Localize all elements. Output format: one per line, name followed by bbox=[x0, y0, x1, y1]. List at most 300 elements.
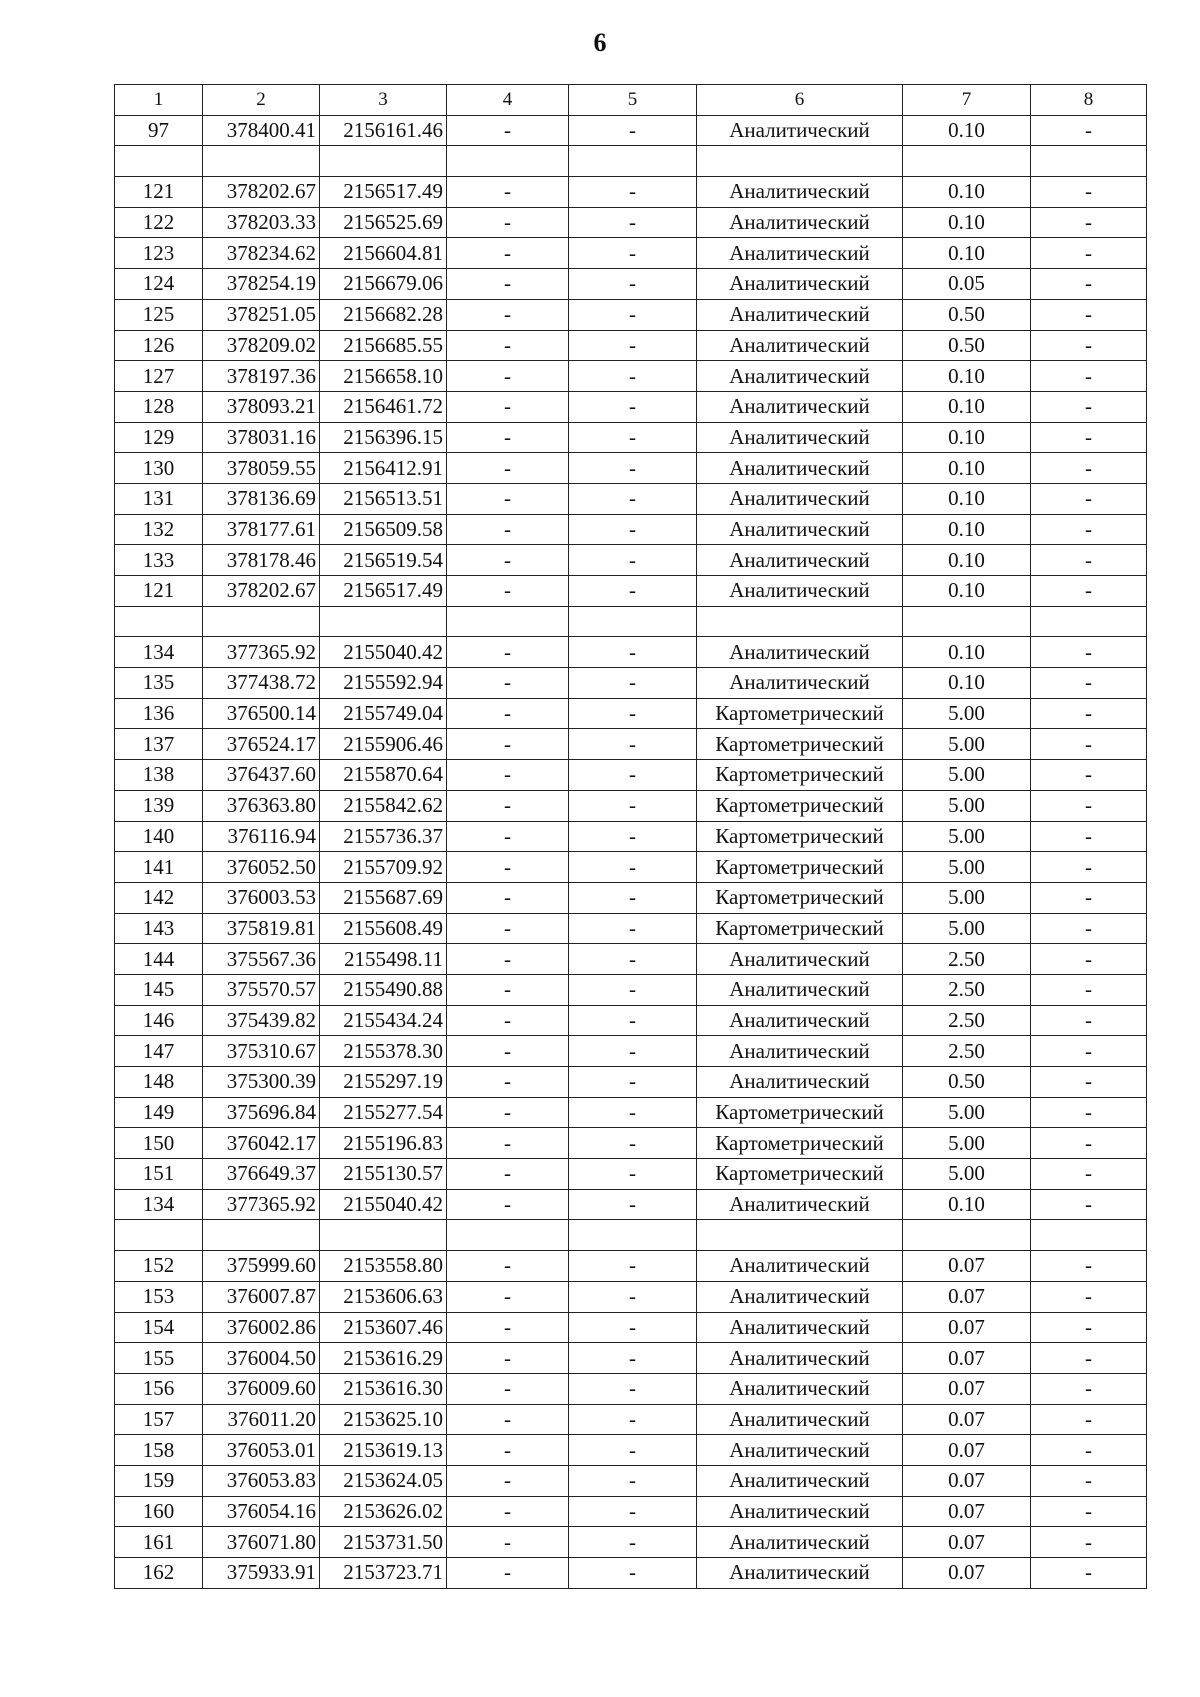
cell-col-4: - bbox=[447, 974, 569, 1005]
cell-x-coordinate: 376003.53 bbox=[203, 882, 320, 913]
cell-point-number: 154 bbox=[115, 1312, 203, 1343]
cell-col-8: - bbox=[1031, 1005, 1147, 1036]
cell-col-4: - bbox=[447, 1251, 569, 1282]
cell-col-8: - bbox=[1031, 852, 1147, 883]
cell-col-4: - bbox=[447, 882, 569, 913]
cell-col-4: - bbox=[447, 330, 569, 361]
cell-y-coordinate: 2153558.80 bbox=[320, 1251, 447, 1282]
cell-accuracy: 0.07 bbox=[903, 1343, 1031, 1374]
cell-method: Аналитический bbox=[697, 330, 903, 361]
cell-x-coordinate: 376042.17 bbox=[203, 1128, 320, 1159]
cell-accuracy: 0.50 bbox=[903, 1067, 1031, 1098]
cell-point-number: 125 bbox=[115, 299, 203, 330]
cell-col-4: - bbox=[447, 422, 569, 453]
cell-accuracy: 5.00 bbox=[903, 1159, 1031, 1190]
cell-col-8: - bbox=[1031, 1036, 1147, 1067]
cell-y-coordinate: 2156682.28 bbox=[320, 299, 447, 330]
cell-col-5: - bbox=[569, 913, 697, 944]
cell-col-5: - bbox=[569, 207, 697, 238]
cell-method: Аналитический bbox=[697, 1189, 903, 1220]
cell-x-coordinate bbox=[203, 1220, 320, 1251]
cell-method: Картометрический bbox=[697, 1097, 903, 1128]
cell-col-4: - bbox=[447, 1404, 569, 1435]
table-row bbox=[115, 1496, 1147, 1527]
table-row bbox=[115, 1128, 1147, 1159]
cell-col-5: - bbox=[569, 1128, 697, 1159]
cell-y-coordinate: 2156517.49 bbox=[320, 576, 447, 607]
cell-col-4: - bbox=[447, 637, 569, 668]
cell-x-coordinate: 376002.86 bbox=[203, 1312, 320, 1343]
cell-y-coordinate bbox=[320, 606, 447, 637]
cell-col-5 bbox=[569, 606, 697, 637]
cell-col-5: - bbox=[569, 576, 697, 607]
cell-x-coordinate: 376053.01 bbox=[203, 1435, 320, 1466]
cell-method: Аналитический bbox=[697, 1404, 903, 1435]
cell-accuracy: 0.10 bbox=[903, 1189, 1031, 1220]
table-row bbox=[115, 1558, 1147, 1589]
table-row bbox=[115, 1373, 1147, 1404]
cell-point-number: 132 bbox=[115, 514, 203, 545]
cell-point-number: 150 bbox=[115, 1128, 203, 1159]
cell-col-4: - bbox=[447, 760, 569, 791]
cell-accuracy: 0.07 bbox=[903, 1527, 1031, 1558]
table-row bbox=[115, 1189, 1147, 1220]
cell-y-coordinate: 2156461.72 bbox=[320, 391, 447, 422]
column-header: 5 bbox=[569, 85, 697, 116]
column-header: 8 bbox=[1031, 85, 1147, 116]
cell-x-coordinate: 376500.14 bbox=[203, 698, 320, 729]
cell-point-number: 128 bbox=[115, 391, 203, 422]
cell-y-coordinate: 2155498.11 bbox=[320, 944, 447, 975]
cell-col-4: - bbox=[447, 1435, 569, 1466]
cell-col-8: - bbox=[1031, 760, 1147, 791]
cell-y-coordinate: 2156517.49 bbox=[320, 177, 447, 208]
cell-x-coordinate bbox=[203, 146, 320, 177]
cell-y-coordinate: 2155490.88 bbox=[320, 974, 447, 1005]
cell-accuracy: 5.00 bbox=[903, 1128, 1031, 1159]
cell-col-8: - bbox=[1031, 576, 1147, 607]
cell-x-coordinate: 378177.61 bbox=[203, 514, 320, 545]
cell-method: Картометрический bbox=[697, 852, 903, 883]
cell-col-5: - bbox=[569, 944, 697, 975]
cell-x-coordinate: 377438.72 bbox=[203, 668, 320, 699]
cell-x-coordinate: 375933.91 bbox=[203, 1558, 320, 1589]
cell-col-5: - bbox=[569, 177, 697, 208]
cell-col-4: - bbox=[447, 1496, 569, 1527]
cell-col-5: - bbox=[569, 1312, 697, 1343]
cell-col-5: - bbox=[569, 974, 697, 1005]
cell-y-coordinate: 2155130.57 bbox=[320, 1159, 447, 1190]
table-row bbox=[115, 1005, 1147, 1036]
table-row bbox=[115, 729, 1147, 760]
cell-point-number: 157 bbox=[115, 1404, 203, 1435]
cell-point-number: 138 bbox=[115, 760, 203, 791]
cell-col-4: - bbox=[447, 729, 569, 760]
cell-method: Картометрический bbox=[697, 729, 903, 760]
cell-method: Картометрический bbox=[697, 698, 903, 729]
table-row bbox=[115, 882, 1147, 913]
table-row bbox=[115, 177, 1147, 208]
cell-x-coordinate: 376071.80 bbox=[203, 1527, 320, 1558]
cell-accuracy: 0.10 bbox=[903, 391, 1031, 422]
cell-col-4: - bbox=[447, 483, 569, 514]
cell-y-coordinate: 2155297.19 bbox=[320, 1067, 447, 1098]
cell-accuracy: 0.05 bbox=[903, 269, 1031, 300]
table-row bbox=[115, 330, 1147, 361]
table-row bbox=[115, 391, 1147, 422]
cell-method: Аналитический bbox=[697, 238, 903, 269]
cell-col-5: - bbox=[569, 1281, 697, 1312]
cell-x-coordinate: 377365.92 bbox=[203, 637, 320, 668]
cell-method: Аналитический bbox=[697, 1527, 903, 1558]
cell-y-coordinate: 2153624.05 bbox=[320, 1465, 447, 1496]
cell-accuracy: 5.00 bbox=[903, 821, 1031, 852]
cell-col-4: - bbox=[447, 177, 569, 208]
cell-x-coordinate: 378093.21 bbox=[203, 391, 320, 422]
cell-point-number: 141 bbox=[115, 852, 203, 883]
cell-y-coordinate: 2153607.46 bbox=[320, 1312, 447, 1343]
cell-point-number: 155 bbox=[115, 1343, 203, 1374]
cell-col-4: - bbox=[447, 1558, 569, 1589]
column-header: 4 bbox=[447, 85, 569, 116]
cell-accuracy: 0.10 bbox=[903, 576, 1031, 607]
cell-col-4: - bbox=[447, 1343, 569, 1374]
cell-col-5: - bbox=[569, 238, 697, 269]
cell-x-coordinate: 376004.50 bbox=[203, 1343, 320, 1374]
cell-col-5: - bbox=[569, 729, 697, 760]
cell-y-coordinate: 2153619.13 bbox=[320, 1435, 447, 1466]
cell-method: Картометрический bbox=[697, 882, 903, 913]
cell-method bbox=[697, 146, 903, 177]
cell-col-8: - bbox=[1031, 1097, 1147, 1128]
cell-accuracy: 0.10 bbox=[903, 453, 1031, 484]
cell-method: Аналитический bbox=[697, 1435, 903, 1466]
cell-point-number: 136 bbox=[115, 698, 203, 729]
cell-method: Аналитический bbox=[697, 637, 903, 668]
table-row bbox=[115, 422, 1147, 453]
cell-col-5: - bbox=[569, 422, 697, 453]
cell-col-5: - bbox=[569, 483, 697, 514]
cell-accuracy: 0.10 bbox=[903, 361, 1031, 392]
table-row bbox=[115, 852, 1147, 883]
cell-col-5: - bbox=[569, 1005, 697, 1036]
table-row bbox=[115, 606, 1147, 637]
cell-x-coordinate: 377365.92 bbox=[203, 1189, 320, 1220]
cell-col-5: - bbox=[569, 852, 697, 883]
cell-point-number: 140 bbox=[115, 821, 203, 852]
table-row bbox=[115, 545, 1147, 576]
cell-point-number: 159 bbox=[115, 1465, 203, 1496]
cell-accuracy: 5.00 bbox=[903, 698, 1031, 729]
cell-col-5: - bbox=[569, 299, 697, 330]
cell-method bbox=[697, 606, 903, 637]
cell-col-5: - bbox=[569, 1189, 697, 1220]
cell-col-5: - bbox=[569, 1067, 697, 1098]
cell-x-coordinate: 378234.62 bbox=[203, 238, 320, 269]
cell-col-8: - bbox=[1031, 944, 1147, 975]
cell-y-coordinate bbox=[320, 146, 447, 177]
cell-y-coordinate: 2156161.46 bbox=[320, 115, 447, 146]
cell-col-8: - bbox=[1031, 453, 1147, 484]
cell-point-number: 143 bbox=[115, 913, 203, 944]
cell-col-8: - bbox=[1031, 698, 1147, 729]
cell-method: Картометрический bbox=[697, 821, 903, 852]
cell-col-5: - bbox=[569, 391, 697, 422]
cell-col-4: - bbox=[447, 852, 569, 883]
cell-col-8: - bbox=[1031, 299, 1147, 330]
cell-method: Аналитический bbox=[697, 1281, 903, 1312]
cell-col-8 bbox=[1031, 146, 1147, 177]
cell-col-5: - bbox=[569, 514, 697, 545]
cell-point-number: 145 bbox=[115, 974, 203, 1005]
cell-x-coordinate: 376363.80 bbox=[203, 790, 320, 821]
cell-col-5: - bbox=[569, 1435, 697, 1466]
cell-accuracy: 0.07 bbox=[903, 1373, 1031, 1404]
cell-col-4 bbox=[447, 606, 569, 637]
cell-accuracy: 0.07 bbox=[903, 1404, 1031, 1435]
table-row bbox=[115, 1465, 1147, 1496]
cell-accuracy bbox=[903, 606, 1031, 637]
cell-y-coordinate: 2155870.64 bbox=[320, 760, 447, 791]
cell-point-number: 133 bbox=[115, 545, 203, 576]
cell-x-coordinate: 378209.02 bbox=[203, 330, 320, 361]
cell-accuracy: 0.07 bbox=[903, 1281, 1031, 1312]
cell-point-number: 156 bbox=[115, 1373, 203, 1404]
cell-x-coordinate: 376009.60 bbox=[203, 1373, 320, 1404]
cell-col-5: - bbox=[569, 361, 697, 392]
cell-col-5: - bbox=[569, 1097, 697, 1128]
cell-col-4: - bbox=[447, 790, 569, 821]
cell-accuracy: 0.07 bbox=[903, 1312, 1031, 1343]
cell-col-4: - bbox=[447, 1312, 569, 1343]
cell-col-8: - bbox=[1031, 238, 1147, 269]
cell-method: Аналитический bbox=[697, 1373, 903, 1404]
cell-col-5: - bbox=[569, 668, 697, 699]
cell-y-coordinate: 2155842.62 bbox=[320, 790, 447, 821]
cell-col-8: - bbox=[1031, 391, 1147, 422]
table-row bbox=[115, 514, 1147, 545]
cell-accuracy: 2.50 bbox=[903, 974, 1031, 1005]
cell-col-8: - bbox=[1031, 115, 1147, 146]
cell-x-coordinate: 376437.60 bbox=[203, 760, 320, 791]
cell-y-coordinate: 2155906.46 bbox=[320, 729, 447, 760]
cell-point-number: 139 bbox=[115, 790, 203, 821]
cell-accuracy: 0.07 bbox=[903, 1465, 1031, 1496]
cell-x-coordinate: 378031.16 bbox=[203, 422, 320, 453]
cell-accuracy: 0.10 bbox=[903, 637, 1031, 668]
cell-col-5: - bbox=[569, 821, 697, 852]
cell-accuracy: 0.10 bbox=[903, 483, 1031, 514]
table-row bbox=[115, 1343, 1147, 1374]
cell-y-coordinate: 2155277.54 bbox=[320, 1097, 447, 1128]
cell-method: Аналитический bbox=[697, 974, 903, 1005]
cell-point-number: 126 bbox=[115, 330, 203, 361]
table-header bbox=[115, 85, 1147, 116]
table-row bbox=[115, 974, 1147, 1005]
cell-x-coordinate: 378400.41 bbox=[203, 115, 320, 146]
cell-col-5: - bbox=[569, 269, 697, 300]
cell-method: Аналитический bbox=[697, 1496, 903, 1527]
cell-col-5: - bbox=[569, 637, 697, 668]
cell-method: Аналитический bbox=[697, 1251, 903, 1282]
cell-col-8: - bbox=[1031, 637, 1147, 668]
cell-x-coordinate: 376054.16 bbox=[203, 1496, 320, 1527]
cell-col-4: - bbox=[447, 576, 569, 607]
cell-col-4: - bbox=[447, 1281, 569, 1312]
cell-accuracy: 2.50 bbox=[903, 1036, 1031, 1067]
table-row bbox=[115, 1527, 1147, 1558]
cell-col-4: - bbox=[447, 269, 569, 300]
table-row bbox=[115, 944, 1147, 975]
cell-col-8: - bbox=[1031, 1435, 1147, 1466]
cell-col-4: - bbox=[447, 698, 569, 729]
cell-y-coordinate: 2156658.10 bbox=[320, 361, 447, 392]
cell-x-coordinate: 378202.67 bbox=[203, 576, 320, 607]
cell-y-coordinate: 2153731.50 bbox=[320, 1527, 447, 1558]
cell-col-5: - bbox=[569, 1558, 697, 1589]
cell-col-8: - bbox=[1031, 882, 1147, 913]
cell-accuracy: 2.50 bbox=[903, 944, 1031, 975]
cell-accuracy: 0.07 bbox=[903, 1496, 1031, 1527]
cell-col-8: - bbox=[1031, 1128, 1147, 1159]
cell-col-8: - bbox=[1031, 1251, 1147, 1282]
cell-col-4: - bbox=[447, 1159, 569, 1190]
table-row bbox=[115, 790, 1147, 821]
cell-col-5: - bbox=[569, 1251, 697, 1282]
cell-point-number: 153 bbox=[115, 1281, 203, 1312]
cell-point-number bbox=[115, 146, 203, 177]
cell-y-coordinate: 2155434.24 bbox=[320, 1005, 447, 1036]
cell-accuracy: 0.10 bbox=[903, 668, 1031, 699]
cell-accuracy: 5.00 bbox=[903, 852, 1031, 883]
cell-col-8: - bbox=[1031, 207, 1147, 238]
cell-col-5: - bbox=[569, 698, 697, 729]
cell-point-number: 149 bbox=[115, 1097, 203, 1128]
cell-col-5: - bbox=[569, 790, 697, 821]
cell-method: Аналитический bbox=[697, 1005, 903, 1036]
cell-point-number: 147 bbox=[115, 1036, 203, 1067]
table-row bbox=[115, 698, 1147, 729]
cell-col-5: - bbox=[569, 882, 697, 913]
cell-accuracy: 5.00 bbox=[903, 729, 1031, 760]
cell-x-coordinate: 378202.67 bbox=[203, 177, 320, 208]
table-body bbox=[115, 115, 1147, 1588]
cell-y-coordinate: 2153723.71 bbox=[320, 1558, 447, 1589]
cell-point-number bbox=[115, 1220, 203, 1251]
cell-point-number: 142 bbox=[115, 882, 203, 913]
cell-y-coordinate: 2155608.49 bbox=[320, 913, 447, 944]
cell-x-coordinate: 376053.83 bbox=[203, 1465, 320, 1496]
cell-method: Картометрический bbox=[697, 1159, 903, 1190]
cell-col-4: - bbox=[447, 115, 569, 146]
cell-x-coordinate: 378251.05 bbox=[203, 299, 320, 330]
cell-col-8: - bbox=[1031, 1465, 1147, 1496]
cell-y-coordinate: 2153606.63 bbox=[320, 1281, 447, 1312]
cell-col-8: - bbox=[1031, 545, 1147, 576]
cell-accuracy: 5.00 bbox=[903, 882, 1031, 913]
cell-col-8: - bbox=[1031, 1343, 1147, 1374]
cell-point-number: 137 bbox=[115, 729, 203, 760]
cell-col-4: - bbox=[447, 207, 569, 238]
cell-point-number: 127 bbox=[115, 361, 203, 392]
cell-y-coordinate: 2155749.04 bbox=[320, 698, 447, 729]
cell-accuracy: 0.10 bbox=[903, 207, 1031, 238]
cell-accuracy: 0.10 bbox=[903, 514, 1031, 545]
cell-col-8: - bbox=[1031, 1281, 1147, 1312]
cell-col-4: - bbox=[447, 821, 569, 852]
cell-col-8: - bbox=[1031, 790, 1147, 821]
cell-x-coordinate: 378136.69 bbox=[203, 483, 320, 514]
cell-accuracy bbox=[903, 146, 1031, 177]
cell-accuracy: 2.50 bbox=[903, 1005, 1031, 1036]
cell-col-4: - bbox=[447, 299, 569, 330]
cell-point-number: 152 bbox=[115, 1251, 203, 1282]
cell-col-4: - bbox=[447, 668, 569, 699]
column-header: 7 bbox=[903, 85, 1031, 116]
cell-accuracy: 5.00 bbox=[903, 790, 1031, 821]
column-header: 3 bbox=[320, 85, 447, 116]
cell-x-coordinate: 375567.36 bbox=[203, 944, 320, 975]
cell-y-coordinate: 2153616.29 bbox=[320, 1343, 447, 1374]
cell-x-coordinate: 378197.36 bbox=[203, 361, 320, 392]
cell-method: Картометрический bbox=[697, 760, 903, 791]
cell-col-5: - bbox=[569, 115, 697, 146]
cell-method: Картометрический bbox=[697, 913, 903, 944]
cell-accuracy: 0.10 bbox=[903, 177, 1031, 208]
cell-col-4: - bbox=[447, 1189, 569, 1220]
cell-col-5: - bbox=[569, 1159, 697, 1190]
table-row bbox=[115, 299, 1147, 330]
cell-col-8: - bbox=[1031, 269, 1147, 300]
cell-point-number: 122 bbox=[115, 207, 203, 238]
cell-col-4: - bbox=[447, 913, 569, 944]
cell-col-8 bbox=[1031, 606, 1147, 637]
column-header: 6 bbox=[697, 85, 903, 116]
cell-y-coordinate: 2155736.37 bbox=[320, 821, 447, 852]
cell-method: Аналитический bbox=[697, 668, 903, 699]
cell-point-number: 130 bbox=[115, 453, 203, 484]
table-row bbox=[115, 1435, 1147, 1466]
cell-col-4 bbox=[447, 146, 569, 177]
cell-col-8: - bbox=[1031, 1496, 1147, 1527]
cell-method: Картометрический bbox=[697, 790, 903, 821]
cell-y-coordinate: 2156525.69 bbox=[320, 207, 447, 238]
cell-method: Аналитический bbox=[697, 115, 903, 146]
cell-col-8 bbox=[1031, 1220, 1147, 1251]
cell-col-8: - bbox=[1031, 729, 1147, 760]
cell-x-coordinate: 378059.55 bbox=[203, 453, 320, 484]
cell-point-number: 158 bbox=[115, 1435, 203, 1466]
cell-x-coordinate: 375819.81 bbox=[203, 913, 320, 944]
cell-col-5: - bbox=[569, 1036, 697, 1067]
cell-method: Аналитический bbox=[697, 269, 903, 300]
cell-method: Аналитический bbox=[697, 299, 903, 330]
cell-y-coordinate: 2156519.54 bbox=[320, 545, 447, 576]
table-row bbox=[115, 1159, 1147, 1190]
cell-method: Аналитический bbox=[697, 422, 903, 453]
cell-method: Аналитический bbox=[697, 1465, 903, 1496]
cell-col-4: - bbox=[447, 1128, 569, 1159]
cell-col-8: - bbox=[1031, 821, 1147, 852]
cell-y-coordinate: 2155378.30 bbox=[320, 1036, 447, 1067]
cell-col-5: - bbox=[569, 760, 697, 791]
cell-accuracy: 0.50 bbox=[903, 330, 1031, 361]
cell-col-8: - bbox=[1031, 177, 1147, 208]
cell-point-number: 134 bbox=[115, 637, 203, 668]
cell-point-number bbox=[115, 606, 203, 637]
cell-accuracy: 0.10 bbox=[903, 238, 1031, 269]
cell-col-5: - bbox=[569, 1343, 697, 1374]
